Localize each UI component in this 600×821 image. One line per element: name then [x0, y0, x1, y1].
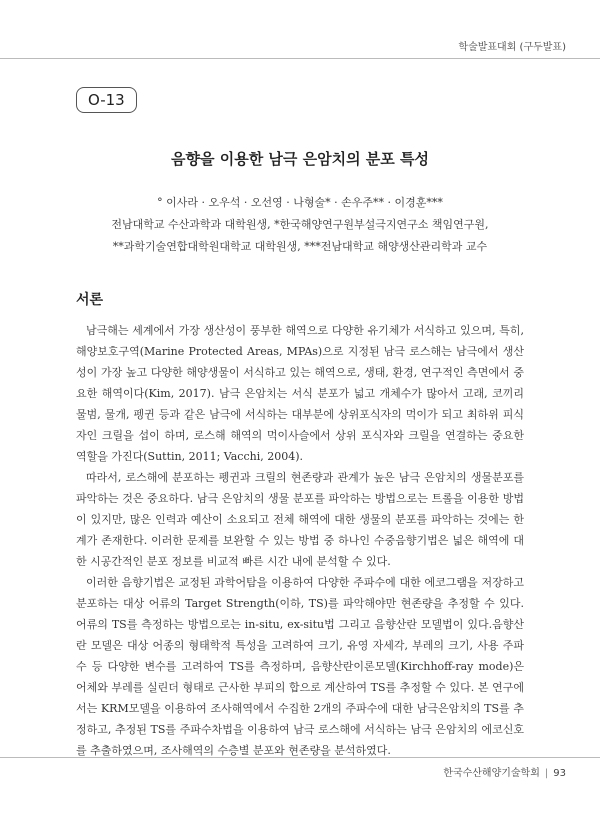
page-number: 93 — [553, 768, 566, 779]
footer-rule — [0, 757, 600, 758]
paper-title: 음향을 이용한 남극 은암치의 분포 특성 — [171, 150, 429, 168]
society-name: 한국수산해양기술학회 — [443, 768, 540, 779]
section-body — [76, 320, 524, 761]
paragraph: 남극해는 세계에서 가장 생산성이 풍부한 해역으로 다양한 유기체가 서식하고 있으며, 특히, 해양보호구역(Marine Protected Areas, MPAs)으로 지정된 남극 로스해는 남극에서 생산성이 가장 높고 다양한 해양생물이 서식하고 있는 해역으로, 생태, 환경, 연구적인 측면에서 중요한 해역이다(Kim, 2017). 남극 은암치는 서식 분포가 넓고 개체수가 많아서 고래, 코끼리 물범, 물개, 펭귄 등과 같은 남극에 서식하는 대부분에 상위포식자의 먹이가 되고 최하위 피식자인 크릴을 섭이 하며, 로스해 해역의 먹이사슬에서 상위 포식자와 크릴을 연결하는 중요한 역할을 가진다(Suttin, 2011; Vacchi, 2004). — [76, 324, 524, 463]
presentation-code-badge: O-13 — [76, 87, 137, 113]
affiliation-line-2: **과학기술연합대학원대학교 대학원생, ***전남대학교 해양생산관리학과 교수 — [112, 240, 488, 253]
section-heading: 서론 — [76, 292, 104, 308]
affiliation-line-1: 전남대학교 수산과학과 대학원생, *한국해양연구원부설극지연구소 책임연구원, — [111, 218, 489, 231]
paragraph: 이러한 음향기법은 교정된 과학어탐을 이용하여 다양한 주파수에 대한 에코그램을 저장하고 분포하는 대상 어류의 Target Strength(이하, TS)를 파악해야만 현존량을 추정할 수 있다. 어류의 TS를 측정하는 방법으로는 in-situ, ex-situ법 그리고 음향산란 모델법이 있다.음향산란 모델은 대상 어종의 형태학적 특성을 고려하여 크기, 유영 자세각, 부레의 크기, 사용 주파수 등 다양한 변수를 고려하여 TS를 측정하며, 음향산란이론모델(Kirchhoff-ray mode)은 어체와 부레를 실린더 형태로 근사한 부피의 합으로 계산하여 TS를 추정할 수 있다. 본 연구에서는 KRM모델을 이용하여 조사해역에서 수집한 2개의 주파수에 대한 남극은암치의 TS를 추정하고, 추정된 TS를 주파수차법을 이용하여 남극 로스해에 서식하는 남극 은암치의 에코신호를 추출하였으며, 조사해역의 수층별 분포와 현존량을 분석하였다. — [76, 576, 524, 757]
header-rule — [0, 58, 600, 59]
running-footer — [443, 764, 566, 779]
paragraph: 따라서, 로스해에 분포하는 펭귄과 크릴의 현존량과 관계가 높은 남극 은암치의 생물분포를 파악하는 것은 중요하다. 남극 은암치의 생물 분포를 파악하는 방법으로는 트롤을 이용한 방법이 있지만, 많은 인력과 예산이 소요되고 전체 해역에 대한 생물의 분포를 파악하는 것에는 한계가 존재한다. 이러한 문제를 보완할 수 있는 방법 중 하나인 수중음향기법은 넓은 해역에 대한 시공간적인 분포 정보를 비교적 빠른 시간 내에 분석할 수 있다. — [76, 471, 524, 568]
author-names: ° 이사라 · 오우석 · 오선영 · 나형술* · 손우주** · 이경훈*** — [157, 196, 443, 209]
footer-separator: | — [544, 768, 549, 779]
author-block — [0, 192, 600, 258]
running-header: 학술발표대회 (구두발표) — [458, 42, 566, 53]
